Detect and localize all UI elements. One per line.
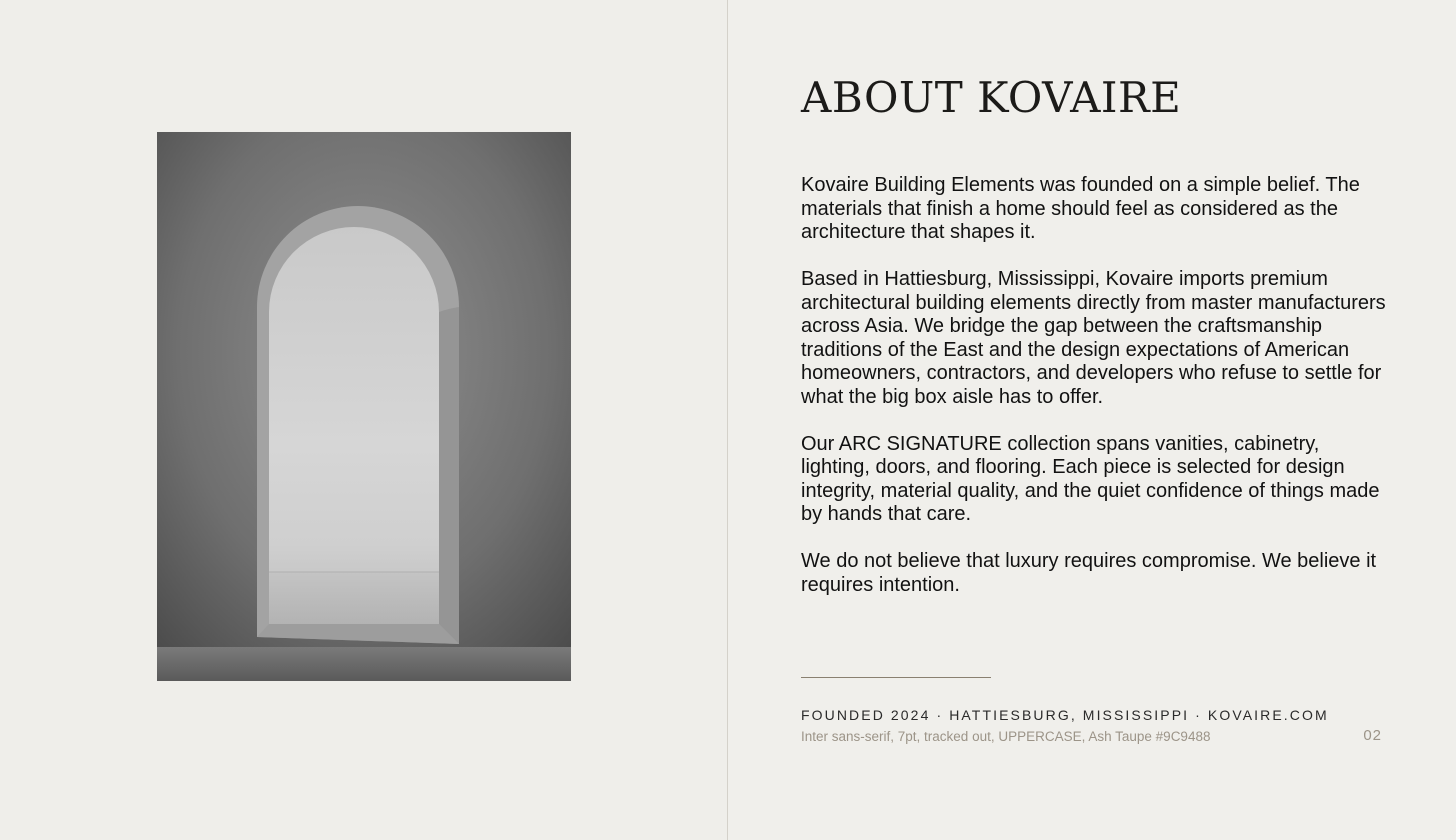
- body-copy: [801, 174, 1393, 621]
- footer-style-note: Inter sans-serif, 7pt, tracked out, UPPERCASE, Ash Taupe #9C9488: [801, 729, 1211, 744]
- paragraph: Our ARC SIGNATURE collection spans vanities, cabinetry, lighting, doors, and flooring. Each piece is selected for design integrity, material quality, and the quiet confidence of things made by hands that care.: [801, 432, 1380, 525]
- footer-rule: [801, 677, 991, 678]
- paragraph: Based in Hattiesburg, Mississippi, Kovaire imports premium architectural building elements directly from master manufacturers across Asia. We bridge the gap between the craftsmanship traditions of the East and the design expectations of American homeowners, contractors, and developers who refuse to settle for what the big box aisle has to offer.: [801, 268, 1386, 408]
- footer-tagline: FOUNDED 2024 · HATTIESBURG, MISSISSIPPI · KOVAIRE.COM: [801, 707, 1329, 723]
- paragraph: We do not believe that luxury requires compromise. We believe it requires intention.: [801, 550, 1377, 596]
- arched-doorway-photo: [157, 132, 571, 681]
- page-title: ABOUT KOVAIRE: [801, 73, 1182, 122]
- page-number: 02: [1363, 727, 1382, 744]
- paragraph: Kovaire Building Elements was founded on a simple belief. The materials that finish a home should feel as considered as the architecture that shapes it.: [801, 174, 1360, 243]
